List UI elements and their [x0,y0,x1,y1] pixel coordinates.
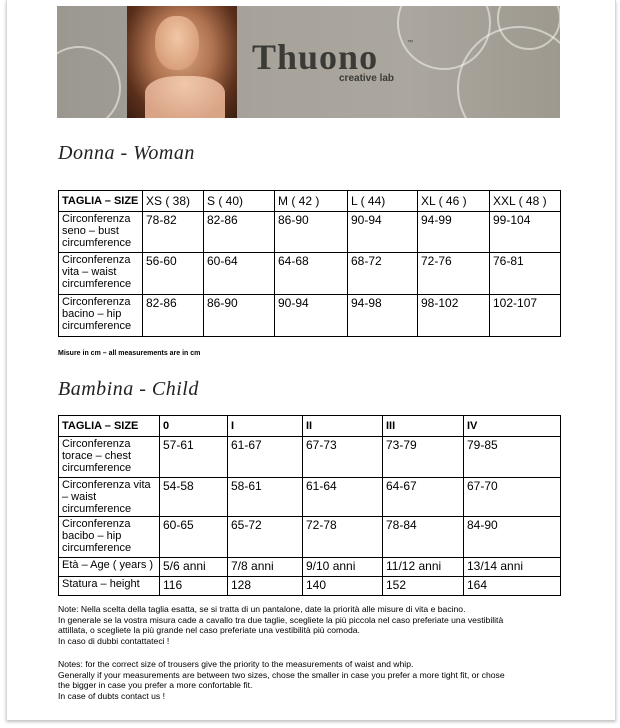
table-cell: 68-72 [348,253,418,295]
table-cell: 94-99 [418,212,490,253]
row-label: Età – Age ( years ) [59,558,160,577]
header-size-xxl: XXL ( 48 ) [490,191,561,212]
table-cell: 11/12 anni [383,558,464,577]
table-cell: 72-76 [418,253,490,295]
table-row [59,517,561,558]
brand-logo: Thuono [252,37,379,77]
table-cell: 67-70 [464,478,561,517]
women-section-title: Donna - Woman [58,142,195,164]
table-cell: 7/8 anni [228,558,303,577]
table-cell: 54-58 [160,478,228,517]
table-cell: 128 [228,577,303,596]
row-label: Statura – height [59,577,160,596]
table-cell: 82-86 [204,212,275,253]
table-cell: 90-94 [348,212,418,253]
decorative-swirl [57,46,121,118]
table-row [59,558,561,577]
table-cell: 98-102 [418,295,490,337]
table-cell: 84-90 [464,517,561,558]
model-photo [127,6,237,118]
note-line: Generally if your measurements are between two sizes, chose the smaller in case you prefer a more tight fit, or chose [58,669,505,680]
row-label: Circonferenza bacibo – hip circumference [59,517,160,558]
note-line: Notes: for the correct size of trousers give the priority to the measurements of waist and whip. [58,659,414,669]
table-cell: 58-61 [228,478,303,517]
model-shoulder [145,76,225,118]
table-cell: 78-84 [383,517,464,558]
row-label: Circonferenza vita – waist circumference [59,478,160,517]
header-size-s: S ( 40) [204,191,275,212]
header-size-label: TAGLIA – SIZE [59,191,143,212]
row-label: Circonferenza bacino – hip circumference [59,295,143,337]
header-size-label: TAGLIA – SIZE [59,416,160,437]
table-header-row [59,191,561,212]
note-line: In case of dubts contact us ! [58,690,166,701]
table-cell: 140 [303,577,383,596]
table-cell: 116 [160,577,228,596]
header-size-0: 0 [160,416,228,437]
table-cell: 65-72 [228,517,303,558]
note-line: In caso di dubbi contattateci ! [58,635,170,646]
row-label: Circonferenza vita – waist circumference [59,253,143,295]
table-cell: 86-90 [275,212,348,253]
table-cell: 61-67 [228,437,303,478]
table-cell: 64-68 [275,253,348,295]
brand-tagline: creative lab [339,73,395,84]
note-line: Note: Nella scelta della taglia esatta, se si tratta di un pantalone, date la priorità alle misure di vita e bacino. [58,604,466,614]
table-cell: 94-98 [348,295,418,337]
table-header-row [59,416,561,437]
children-section-title: Bambina - Child [58,378,199,400]
brand-banner [57,6,560,118]
note-line: In generale se la vostra misura cade a cavallo tra due taglie, scegliete la più piccola nel caso preferiate una vestibilità [58,614,504,625]
header-size-xl: XL ( 46 ) [418,191,490,212]
table-cell: 102-107 [490,295,561,337]
header-size-xs: XS ( 38) [143,191,204,212]
header-size-ii: II [303,416,383,437]
table-cell: 78-82 [143,212,204,253]
table-cell: 99-104 [490,212,561,253]
table-cell: 9/10 anni [303,558,383,577]
table-cell: 90-94 [275,295,348,337]
table-cell: 5/6 anni [160,558,228,577]
table-cell: 76-81 [490,253,561,295]
header-size-i: I [228,416,303,437]
table-cell: 60-64 [204,253,275,295]
table-cell: 13/14 anni [464,558,561,577]
measurement-note: Misure in cm – all measurements are in cm [58,350,201,357]
table-cell: 152 [383,577,464,596]
women-size-table [58,190,561,337]
table-cell: 64-67 [383,478,464,517]
table-cell: 72-78 [303,517,383,558]
children-size-table [58,415,561,596]
table-row [59,212,561,253]
row-label: Circonferenza torace – chest circumference [59,437,160,478]
note-line: the bigger in case you prefer a more confortable fit. [58,680,253,690]
model-face [155,16,199,70]
trademark-mark: ™ [407,40,413,46]
row-label: Circonferenza seno – bust circumference [59,212,143,253]
table-row [59,577,561,596]
header-size-iv: IV [464,416,561,437]
table-cell: 86-90 [204,295,275,337]
table-cell: 73-79 [383,437,464,478]
table-cell: 164 [464,577,561,596]
table-row [59,295,561,337]
table-row [59,437,561,478]
note-line: attillata, o scegliete la più grande nel caso preferiate una vestibilità più comoda. [58,625,360,635]
header-size-m: M ( 42 ) [275,191,348,212]
table-cell: 61-64 [303,478,383,517]
header-size-iii: III [383,416,464,437]
table-cell: 67-73 [303,437,383,478]
notes-italian [58,604,578,646]
table-cell: 57-61 [160,437,228,478]
notes-english [58,659,578,701]
table-cell: 82-86 [143,295,204,337]
table-row [59,253,561,295]
table-cell: 56-60 [143,253,204,295]
table-cell: 79-85 [464,437,561,478]
header-size-l: L ( 44) [348,191,418,212]
table-cell: 60-65 [160,517,228,558]
table-row [59,478,561,517]
